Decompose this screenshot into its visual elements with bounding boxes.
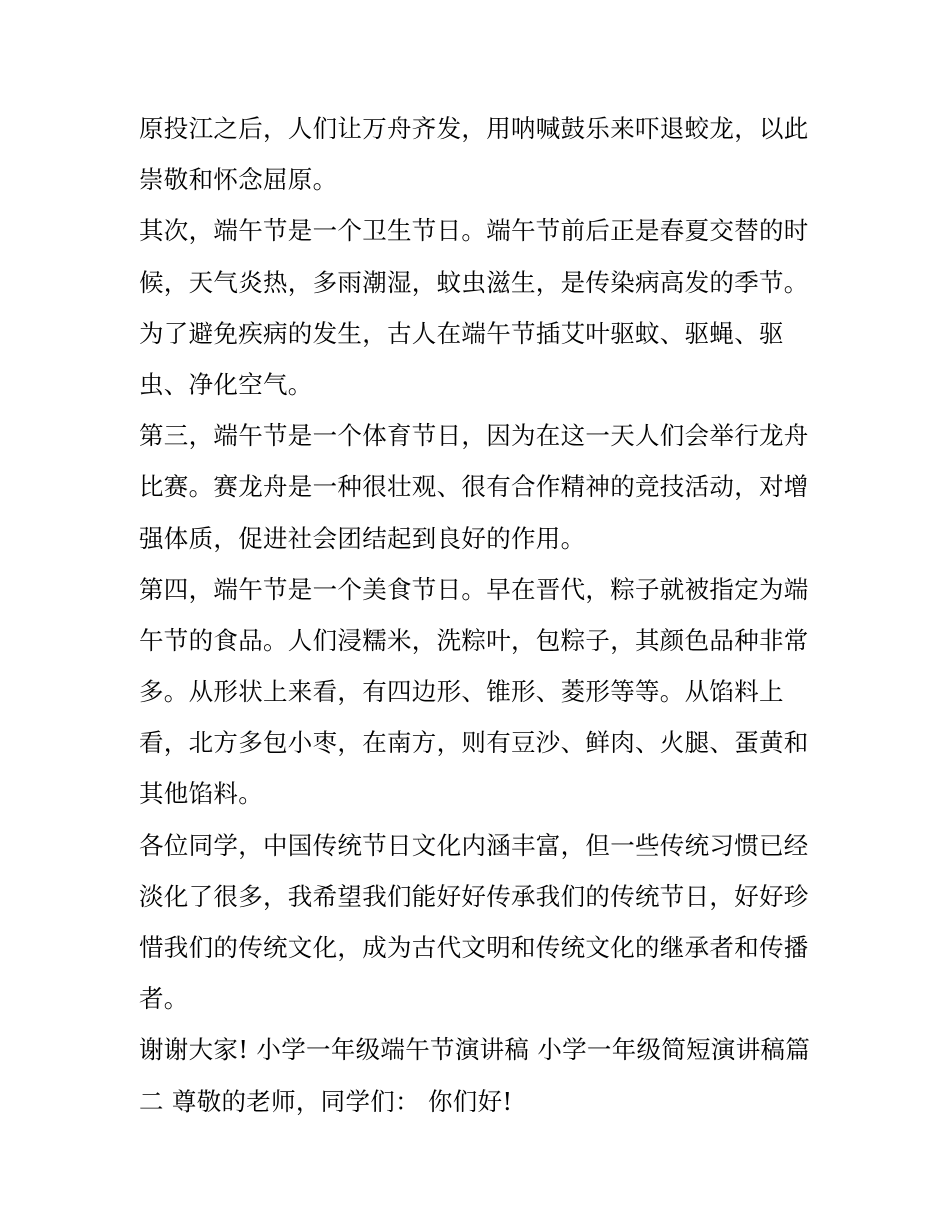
text-line: 第三，端午节是一个体育节日，因为在这一天人们会举行龙舟	[139, 421, 809, 451]
text-line: 淡化了很多，我希望我们能好好传承我们的传统节日，好好珍	[139, 881, 809, 911]
text-line: 看，北方多包小枣，在南方，则有豆沙、鲜肉、火腿、蛋黄和	[139, 728, 809, 758]
text-line: 崇敬和怀念屈原。	[139, 165, 338, 195]
text-line: 者。	[139, 984, 189, 1014]
text-line: 多。从形状上来看，有四边形、锥形、菱形等等。从馅料上	[139, 677, 784, 707]
text-line: 各位同学，中国传统节日文化内涵丰富，但一些传统习惯已经	[139, 830, 809, 860]
text-line: 二 尊敬的老师，同学们： 你们好!	[139, 1086, 513, 1116]
text-line: 谢谢大家! 小学一年级端午节演讲稿 小学一年级简短演讲稿篇	[139, 1035, 811, 1065]
text-line: 为了避免疾病的发生，古人在端午节插艾叶驱蚊、驱蝇、驱	[139, 318, 784, 348]
text-line: 午节的食品。人们浸糯米，洗粽叶，包粽子，其颜色品种非常	[139, 625, 809, 655]
text-line: 强体质，促进社会团结起到良好的作用。	[139, 523, 586, 553]
text-line: 候，天气炎热，多雨潮湿，蚊虫滋生，是传染病高发的季节。	[139, 267, 809, 297]
text-line: 虫、净化空气。	[139, 369, 313, 399]
text-line: 原投江之后，人们让万舟齐发，用呐喊鼓乐来吓退蛟龙，以此	[139, 114, 809, 143]
text-line: 第四，端午节是一个美食节日。早在晋代，粽子就被指定为端	[139, 574, 809, 604]
document-body	[139, 103, 819, 1127]
text-line: 惜我们的传统文化，成为古代文明和传统文化的继承者和传播	[139, 933, 809, 962]
text-line: 比赛。赛龙舟是一种很壮观、很有合作精神的竞技活动，对增	[139, 472, 809, 502]
text-line: 其他馅料。	[139, 779, 263, 809]
text-line: 其次，端午节是一个卫生节日。端午节前后正是春夏交替的时	[139, 216, 809, 246]
